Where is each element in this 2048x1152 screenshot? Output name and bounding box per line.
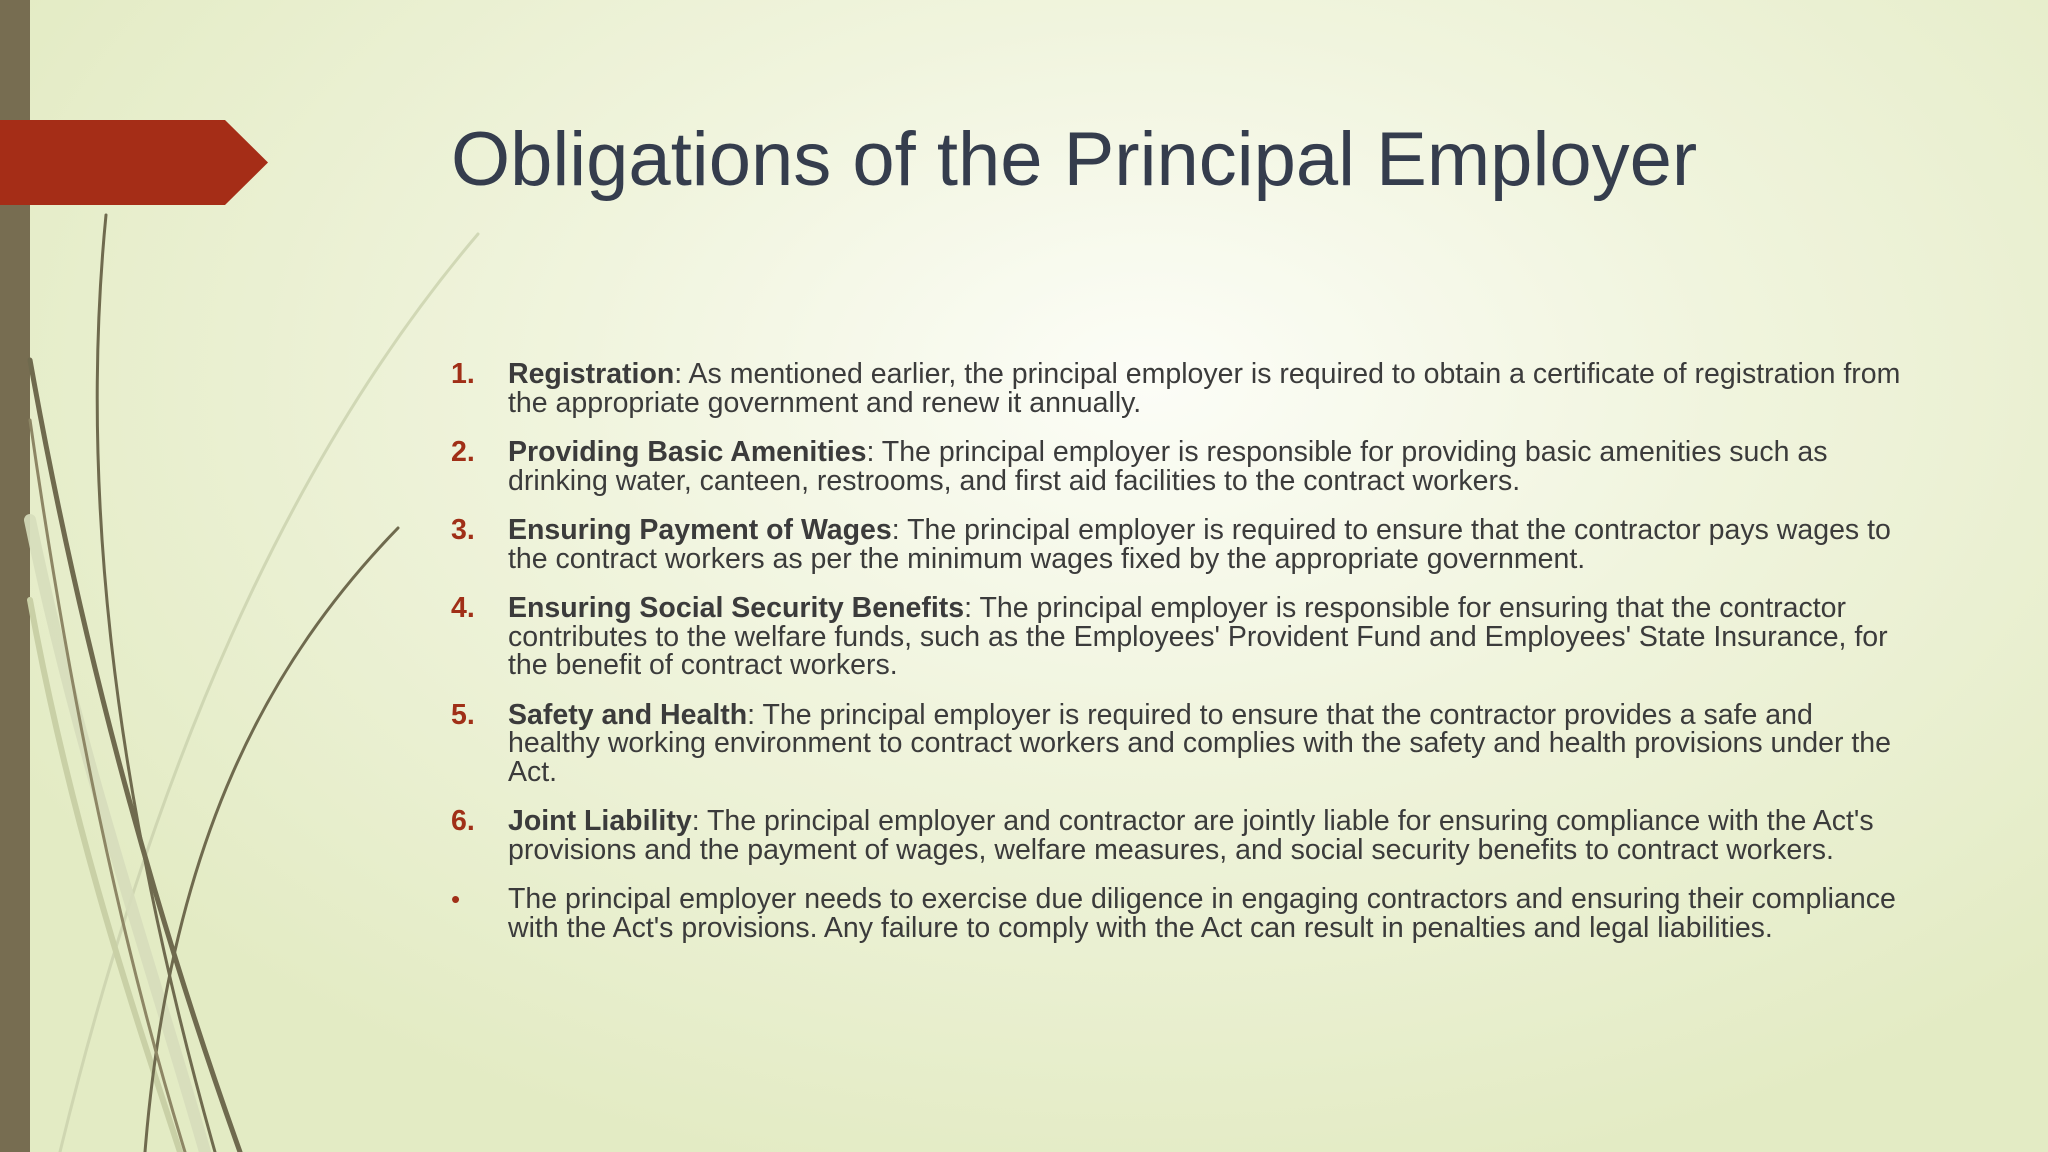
item-term: Joint Liability (508, 805, 692, 837)
item-text: : The principal employer is required to ensure that the contractor pays wages to the contract workers as per the minimum wages fixed by the appropriate government. (508, 514, 1891, 575)
list-item-joint-liability (451, 807, 1911, 864)
grass-decoration (0, 0, 520, 1152)
item-text: The principal employer needs to exercise due diligence in engaging contractors and ensuring their compliance with the Act's provisions. Any failure to comply with the Act can result in penalties and legal liabilities. (508, 883, 1896, 944)
item-text: : As mentioned earlier, the principal employer is required to obtain a certificate of registration from the appropriate government and renew it annually. (508, 358, 1901, 419)
list-item-payment-of-wages (451, 516, 1911, 573)
list-item-safety-health (451, 698, 1911, 788)
item-term: Safety and Health (508, 698, 748, 731)
list-number: 3. (451, 514, 475, 546)
slide-title: Obligations of the Principal Employer (451, 117, 1698, 202)
list-item-basic-amenities (451, 438, 1911, 495)
item-text: : The principal employer is required to ensure that the contractor provides a safe and healthy working environment to contract workers and complies with the safety and health provisions under the Act. (508, 698, 1891, 788)
item-text: : The principal employer and contractor are jointly liable for ensuring compliance with the Act's provisions and the payment of wages, welfare measures, and social security benefits to contract workers. (508, 805, 1874, 866)
list-number: 5. (451, 698, 475, 731)
list-item-closing-note (451, 885, 1911, 942)
item-term: Ensuring Social Security Benefits (508, 592, 965, 624)
list-item-social-security (451, 594, 1911, 680)
list-number: 2. (451, 436, 475, 468)
bullet-icon: • (451, 884, 461, 914)
list-number: 1. (451, 358, 475, 390)
item-term: Ensuring Payment of Wages (508, 514, 892, 546)
item-text: : The principal employer is responsible for providing basic amenities such as drinking water, canteen, restrooms, and first aid facilities to the contract workers. (508, 436, 1828, 497)
item-term: Registration (508, 358, 675, 390)
obligations-list (451, 360, 1911, 963)
item-term: Providing Basic Amenities (508, 436, 867, 468)
list-item-registration (451, 360, 1911, 417)
item-text: : The principal employer is responsible for ensuring that the contractor contributes to the welfare funds, such as the Employees' Provident Fund and Employees' State Insurance, for the benefit of contract workers. (508, 592, 1888, 681)
list-number: 6. (451, 805, 475, 837)
list-number: 4. (451, 592, 475, 624)
